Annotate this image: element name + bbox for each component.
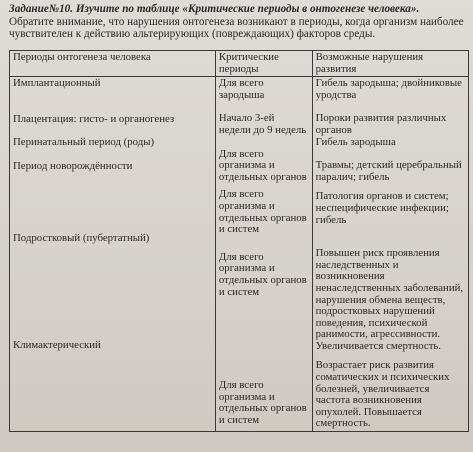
header-critical: Критические периоды [215,51,312,77]
critical-implantation: Для всего зародыша [218,77,265,101]
header-disorders: Возможные нарушения развития [312,51,468,77]
critical-climacteric: Для всего организма и отдельных органов и систем [218,379,307,426]
task-instruction-line-1: Обратите внимание, что нарушения онтогенеза возникают в периоды, когда организм наиболее [9,15,464,28]
critical-column [215,77,312,432]
task-intro [9,3,471,41]
disorder-climacteric: Возрастает риск развития соматических и психических болезней, увеличивается частота возникновения опухолей. Повышается смертность. [315,359,450,430]
task-instruction-line-2: чувствителен к действию альтерирующих (повреждающих) факторов среды. [9,28,376,41]
disorder-perinatal: Гибель зародыша [315,135,396,148]
critical-puberty: Для всего организма и отдельных органов и систем [218,250,307,298]
period-climacteric: Климактерический [13,339,101,352]
critical-perinatal: Для всего организма и отдельных органов [218,147,307,183]
critical-periods-table [9,50,469,432]
disorder-implantation: Гибель зародыша; двойниковые уродства [315,77,462,101]
table-header-row [10,51,469,77]
periods-column [10,77,216,432]
period-newborn: Период новорождённости [13,159,133,172]
disorders-column [312,77,468,432]
disorder-newborn: Травмы; детский церебральный паралич; гибель [315,159,462,183]
header-periods: Периоды онтогенеза человека [10,51,216,77]
period-placentation: Плацентация: гисто- и органогенез [13,112,175,125]
disorder-puberty: Повышен риск проявления наследственных и возникновения ненаследственных заболеваний, нарушения обмена веществ, подростковых нарушений поведения, психической ранимости, агрессивности. Увеличивается смертность. [315,247,464,352]
task-title: Задание№10. Изучите по таблице «Критические периоды в онтогенезе человека». [9,3,420,15]
disorder-placentation: Пороки развития различных органов [315,112,447,136]
period-puberty: Подростковый (пубертатный) [13,231,150,244]
period-perinatal: Перинатальный период (роды) [13,136,155,149]
critical-placentation: Начало 3-ей недели до 9 недель [218,112,307,136]
disorder-organ-pathology: Патология органов и систем; неспецифические инфекции; гибель [315,190,449,226]
table-body-row [10,77,469,432]
period-implantation: Имплантационный [13,77,101,90]
critical-newborn: Для всего организма и отдельных органов и систем [218,188,307,236]
